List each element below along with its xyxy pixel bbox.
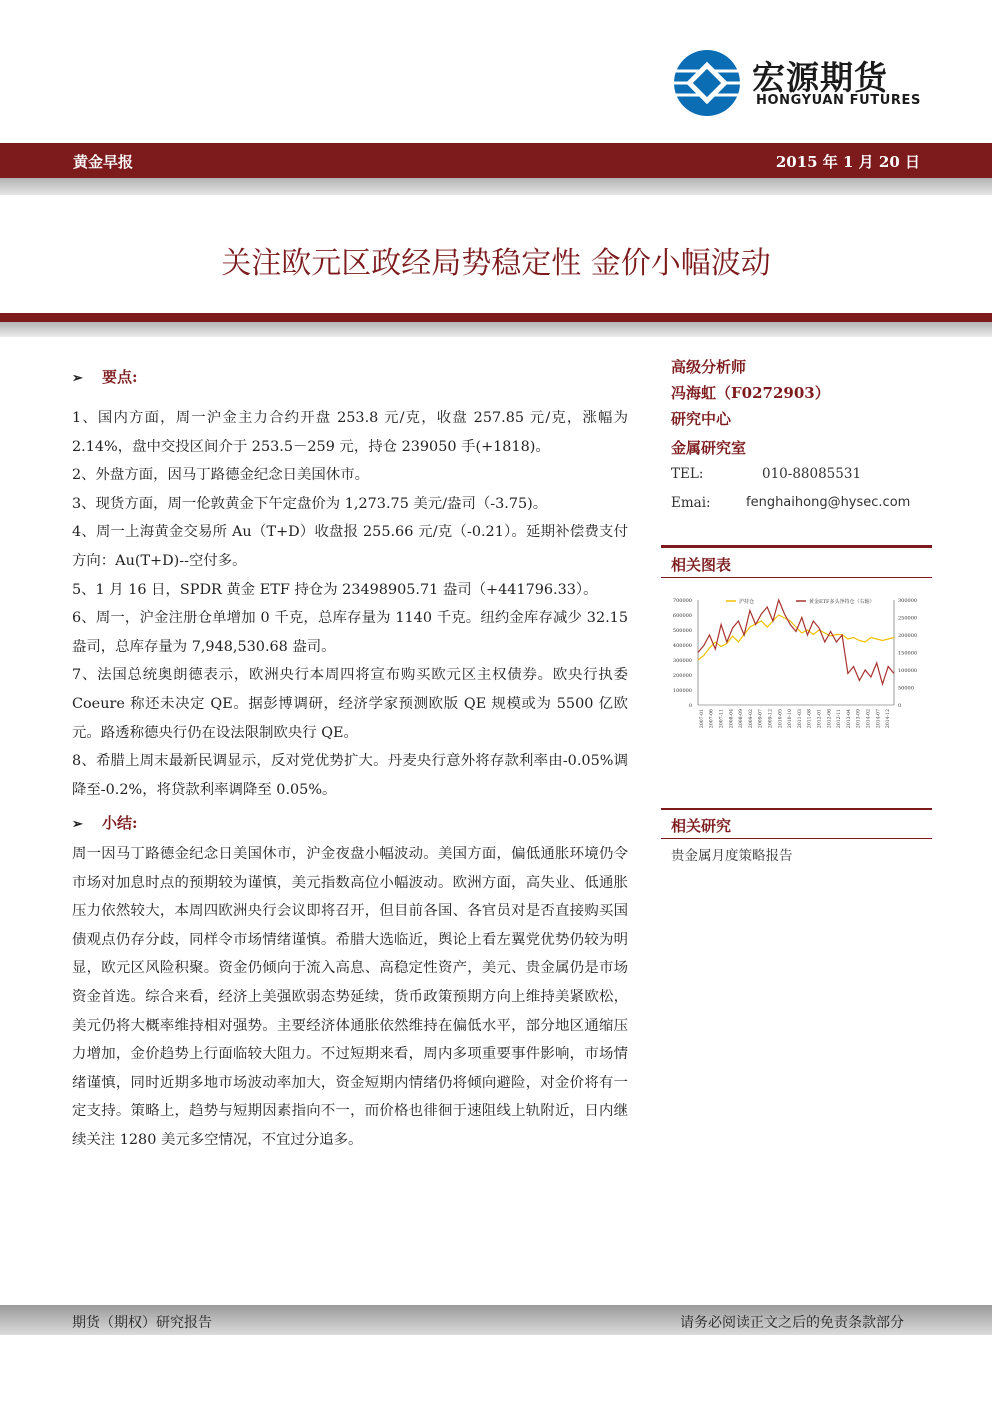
summary-body — [72, 840, 628, 1155]
tel-value: 010-88085531 — [762, 466, 862, 482]
gold-position-chart — [668, 590, 922, 750]
list-item: 1、国内方面，周一沪金主力合约开盘 253.8 元/克，收盘 257.85 元/克，涨幅为 2.14%，盘中交投区间介于 253.5－259 元，持仓 239050 手(+1818)。 — [72, 410, 628, 455]
chart-left-tick-label: 300000 — [672, 658, 692, 664]
chart-left-tick-label: 700000 — [672, 598, 692, 604]
related-research-top-rule — [661, 808, 932, 810]
list-item: 5、1 月 16 日，SPDR 黄金 ETF 持仓为 23498905.71 盎司（+441796.33）。 — [72, 581, 598, 598]
list-item: 8、希腊上周末最新民调显示，反对党优势扩大。丹麦央行意外将存款利率由-0.05%调降至-0.2%，将贷款利率调降至 0.05%。 — [72, 753, 628, 798]
logo-text-en: HONGYUAN FUTURES — [756, 93, 921, 108]
report-type: 黄金早报 — [73, 153, 134, 171]
chart-x-tick-label: 2009-02 — [748, 709, 754, 729]
chart-x-tick-label: 2014-07 — [876, 709, 882, 729]
related-charts-heading: 相关图表 — [661, 545, 932, 575]
chart-x-tick-label: 2012-06 — [827, 709, 833, 729]
chart-right-tick-label: 50000 — [898, 685, 914, 692]
logo-text-cn: 宏源期货 — [752, 58, 888, 97]
chart-right-tick-label: 200000 — [898, 633, 918, 639]
key-points-list — [72, 404, 628, 804]
page-title: 关注欧元区政经局势稳定性 金价小幅波动 — [221, 246, 771, 281]
chart-left-tick-label: 0 — [688, 703, 692, 709]
chart-x-tick-label: 2010-05 — [778, 709, 784, 729]
chart-x-tick-label: 2008-04 — [729, 709, 735, 729]
chart-x-tick-label: 2011-08 — [807, 709, 813, 729]
summary-heading: ➢ 小结: — [72, 814, 138, 832]
report-date: 2015 年 1 月 20 日 — [775, 153, 920, 171]
related-research-rule — [661, 838, 932, 839]
chart-right-tick-label: 300000 — [898, 598, 918, 604]
email-label: Emai: — [671, 495, 711, 511]
title-divider-shadow — [0, 322, 992, 337]
arrow-bullet-icon: ➢ — [72, 817, 83, 832]
arrow-bullet-icon: ➢ — [72, 371, 83, 386]
related-research-heading: 相关研究 — [671, 817, 732, 835]
chart-x-tick-label: 2014-02 — [866, 709, 872, 729]
summary-text: 周一因马丁路德金纪念日美国休市，沪金夜盘小幅波动。美国方面，偏低通胀环境仍令市场对加息时点的预期较为谨慎，美元指数高位小幅波动。欧洲方面，高失业、低通胀压力依然较大，本周四欧洲央行会议即将召开，但目前各国、各官员对是否直接购买国债观点仍存分歧，同样令市场情绪谨慎。希腊大选临近，舆论上看左翼党优势仍较为明显，欧元区风险积聚。资金仍倾向于流入高息、高稳定性资产，美元、贵金属仍是市场资金首选。综合来看，经济上美强欧弱态势延续，货币政策预期方向上维持美紧欧松，美元仍将大概率维持相对强势。主要经济体通胀依然维持在偏低水平，部分地区通缩压力增加，金价趋势上行面临较大阻力。不过短期来看，周内多项重要事件影响，市场情绪谨慎，同时近期多地市场波动率加大，资金短期内情绪仍将倾向避险，对金价将有一定支持。策略上，趋势与短期因素指向不一，而价格也徘徊于速阻线上轨附近，日内继续关注 1280 美元多空情况，不宜过分追多。 — [72, 846, 628, 1148]
chart-right-tick-label: 150000 — [898, 650, 918, 657]
analyst-team: 金属研究室 — [671, 439, 747, 457]
chart-series-line-0 — [698, 615, 894, 660]
chart-x-tick-label: 2013-04 — [846, 709, 852, 729]
analyst-title: 高级分析师 — [671, 358, 747, 376]
title-divider-bar — [0, 313, 992, 322]
list-item: 2、外盘方面，因马丁路德金纪念日美国休市。 — [72, 467, 369, 484]
footer-disclaimer-text: 请务必阅读正文之后的免责条款部分 — [680, 1315, 904, 1331]
related-charts-rule — [661, 577, 932, 578]
chart-x-tick-label: 2007-06 — [709, 709, 715, 729]
chart-legend-label: 黄金ETF多头净持仓（右轴） — [809, 599, 875, 605]
chart-x-tick-label: 2011-03 — [797, 709, 803, 729]
footer-left-text: 期货（期权）研究报告 — [72, 1315, 212, 1331]
chart-left-tick-label: 400000 — [672, 643, 692, 649]
chart-right-tick-label: 0 — [898, 703, 902, 709]
chart-x-tick-label: 2012-01 — [817, 709, 823, 729]
list-item: 4、周一上海黄金交易所 Au（T+D）收盘报 255.66 元/克（-0.21）。延期补偿费支付方向：Au(T+D)--空付多。 — [72, 524, 628, 569]
list-item: 7、法国总统奥朗德表示，欧洲央行本周四将宣布购买欧元区主权债券。欧央行执委 Coeure 称还未决定 QE。据彭博调研，经济学家预测欧版 QE 规模或为 5500 亿欧元。路透称德央行仍在设法限制欧央行 QE。 — [72, 667, 628, 741]
key-points-heading: ➢ 要点: — [72, 368, 138, 386]
chart-right-tick-label: 100000 — [898, 668, 918, 674]
chart-x-tick-label: 2007-11 — [719, 709, 725, 729]
tel-label: TEL: — [671, 466, 704, 482]
company-logo-icon — [673, 49, 741, 117]
chart-x-tick-label: 2014-12 — [886, 709, 892, 729]
chart-left-tick-label: 200000 — [672, 673, 692, 679]
header-bar-shadow — [0, 178, 992, 195]
chart-legend-label: 沪持仓 — [739, 599, 755, 605]
chart-x-tick-label: 2012-11 — [837, 709, 843, 729]
chart-left-tick-label: 600000 — [672, 613, 692, 619]
chart-x-tick-label: 2008-09 — [739, 709, 745, 729]
chart-x-tick-label: 2009-07 — [758, 709, 764, 729]
chart-x-tick-label: 2007-01 — [699, 709, 705, 729]
chart-x-tick-label: 2010-10 — [788, 709, 794, 729]
chart-left-tick-label: 100000 — [672, 688, 692, 694]
analyst-dept: 研究中心 — [671, 410, 732, 428]
list-item: 3、现货方面，周一伦敦黄金下午定盘价为 1,273.75 美元/盎司（-3.75)。 — [72, 495, 548, 512]
chart-left-tick-label: 500000 — [672, 628, 692, 634]
chart-x-tick-label: 2013-09 — [856, 709, 862, 729]
chart-right-tick-label: 250000 — [898, 615, 918, 622]
related-research-item[interactable]: 贵金属月度策略报告 — [671, 848, 793, 864]
analyst-name: 冯海虹（F0272903） — [671, 384, 830, 402]
email-link[interactable]: fenghaihong@hysec.com — [746, 495, 911, 510]
list-item: 6、周一，沪金注册仓单增加 0 千克，总库存量为 1140 千克。纽约金库存减少 32.15 盎司，总库存量为 7,948,530.68 盎司。 — [72, 610, 628, 655]
chart-x-tick-label: 2009-12 — [768, 709, 774, 729]
